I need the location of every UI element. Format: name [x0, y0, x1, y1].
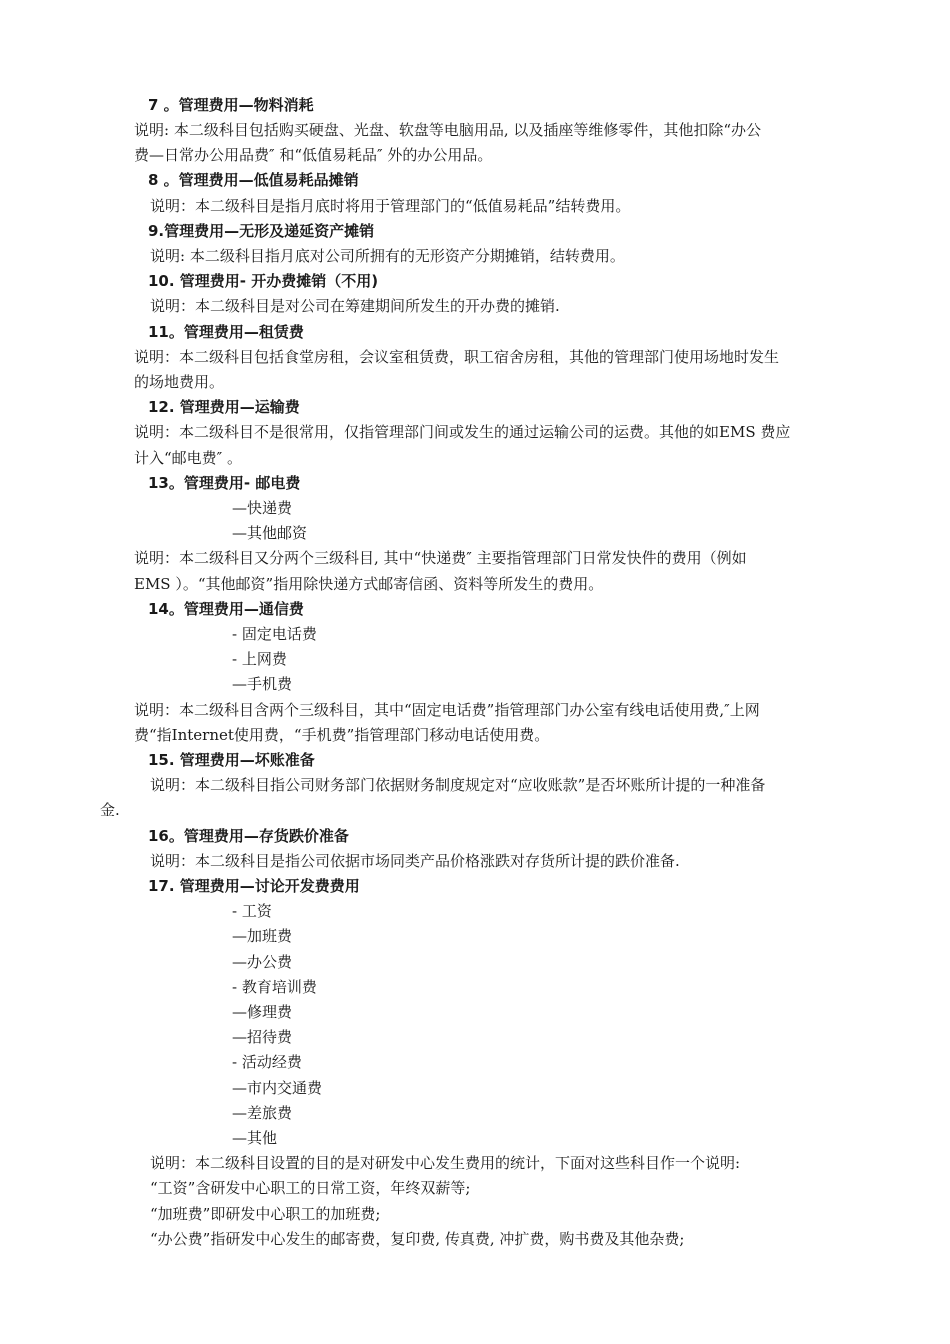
sub-item: - 工资 [232, 902, 272, 920]
sub-item: —手机费 [232, 675, 293, 693]
section-description-12-cont: 计入“邮电费″ 。 [134, 449, 243, 467]
sub-item: —修理费 [232, 1003, 293, 1021]
section-description-13-cont: EMS ）。“其他邮资”指用除快递方式邮寄信函、资料等所发生的费用。 [134, 575, 604, 593]
note-line: “工资”含研发中心职工的日常工资，年终双薪等; [150, 1179, 471, 1197]
sub-item: —办公费 [232, 953, 293, 971]
note-line: “办公费”指研发中心发生的邮寄费，复印费, 传真费, 冲扩费，购书费及其他杂费; [150, 1230, 685, 1248]
section-heading-9: 9.管理费用—无形及递延资产摊销 [148, 222, 375, 240]
sub-item: - 教育培训费 [232, 978, 317, 996]
section-description-15-cont: 金. [100, 801, 120, 819]
section-description-11: 说明：本二级科目包括食堂房租，会议室租赁费，职工宿舍房租，其他的管理部门使用场地时发生 [134, 348, 780, 366]
section-heading-13: 13。管理费用- 邮电费 [148, 474, 301, 492]
section-description-14-cont: 费“指Internet使用费，“手机费”指管理部门移动电话使用费。 [134, 726, 550, 744]
section-description-17: 说明：本二级科目设置的目的是对研发中心发生费用的统计，下面对这些科目作一个说明: [150, 1154, 741, 1172]
section-description-8: 说明：本二级科目是指月底时将用于管理部门的“低值易耗品”结转费用。 [150, 197, 631, 215]
sub-item: - 活动经费 [232, 1053, 302, 1071]
sub-item: —市内交通费 [232, 1079, 323, 1097]
sub-item: —加班费 [232, 927, 293, 945]
section-heading-11: 11。管理费用—租赁费 [148, 323, 304, 341]
note-line: “加班费”即研发中心职工的加班费; [150, 1205, 381, 1223]
sub-item: - 上网费 [232, 650, 287, 668]
section-heading-15: 15. 管理费用—坏账准备 [148, 751, 315, 769]
section-description-9: 说明: 本二级科目指月底对公司所拥有的无形资产分期摊销，结转费用。 [150, 247, 625, 265]
section-description-13: 说明：本二级科目又分两个三级科目, 其中“快递费″ 主要指管理部门日常发快件的费用（例如 [134, 549, 747, 567]
sub-item: —差旅费 [232, 1104, 293, 1122]
section-heading-8: 8 。管理费用—低值易耗品摊销 [148, 171, 359, 189]
sub-item: - 固定电话费 [232, 625, 317, 643]
section-description-12: 说明：本二级科目不是很常用，仅指管理部门间或发生的通过运输公司的运费。其他的如EMS 费应 [134, 423, 791, 441]
section-description-15: 说明：本二级科目指公司财务部门依据财务制度规定对“应收账款”是否坏账所计提的一种准备 [150, 776, 766, 794]
sub-item: —快递费 [232, 499, 293, 517]
sub-item: —招待费 [232, 1028, 293, 1046]
section-heading-14: 14。管理费用—通信费 [148, 600, 304, 618]
section-heading-10: 10. 管理费用- 开办费摊销（不用) [148, 272, 379, 290]
sub-item: —其他邮资 [232, 524, 308, 542]
section-heading-12: 12. 管理费用—运输费 [148, 398, 300, 416]
section-description-10: 说明：本二级科目是对公司在筹建期间所发生的开办费的摊销. [150, 297, 560, 315]
section-heading-16: 16。管理费用—存货跌价准备 [148, 827, 349, 845]
section-description-14: 说明：本二级科目含两个三级科目，其中“固定电话费”指管理部门办公室有线电话使用费,″上网 [134, 701, 760, 719]
section-heading-17: 17. 管理费用—讨论开发费费用 [148, 877, 360, 895]
sub-item: —其他 [232, 1129, 278, 1147]
section-description-7: 说明: 本二级科目包括购买硬盘、光盘、软盘等电脑用品, 以及插座等维修零件，其他扣除“办公 [134, 121, 762, 139]
section-description-16: 说明：本二级科目是指公司依据市场同类产品价格涨跌对存货所计提的跌价准备. [150, 852, 680, 870]
section-heading-7: 7 。管理费用—物料消耗 [148, 96, 314, 114]
section-description-11-cont: 的场地费用。 [134, 373, 225, 391]
section-description-7-cont: 费—日常办公用品费″ 和“低值易耗品″ 外的办公用品。 [134, 146, 493, 164]
